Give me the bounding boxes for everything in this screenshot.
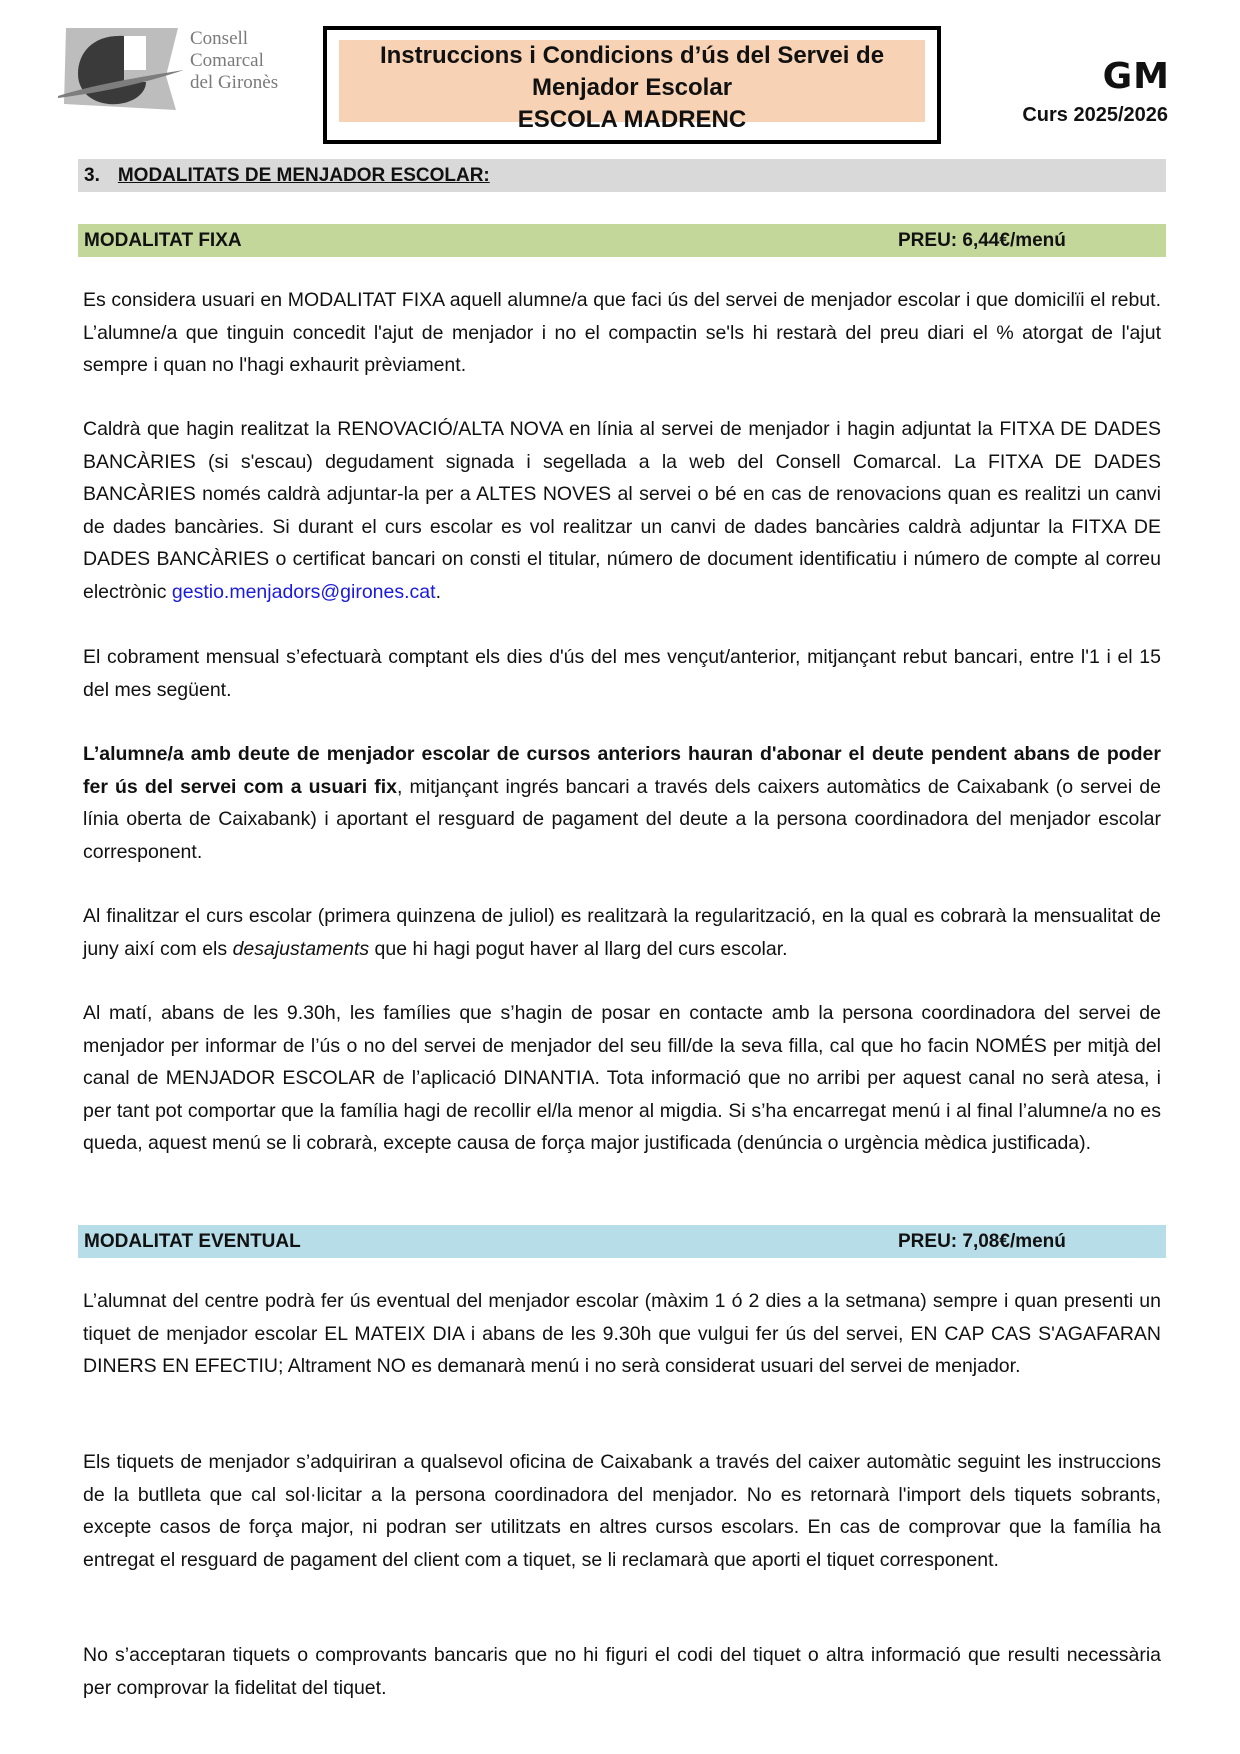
paragraph-text: Al finalitzar el curs escolar (primera quinzena de juliol) es realitzarà la regularització, en la qual es cobrarà la mensualitat de juny així com els — [83, 905, 1161, 960]
title-line: Instruccions i Condicions d’ús del Servei de — [379, 42, 885, 69]
logo-text — [190, 28, 278, 94]
document-code: GM — [1102, 56, 1170, 97]
eventual-paragraph-usage: L’alumnat del centre podrà fer ús eventual del menjador escolar (màxim 1 ó 2 dies a la setmana) sempre i quan presenti un tiquet de menjador escolar EL MATEIX DIA i abans de les 9.30h que vulgui fer ús del servei, EN CAP CAS S'AGAFARAN DINERS EN EFECTIU; Altrament NO es demanarà menú i no serà considerat usuari del servei de menjador. — [83, 1290, 1161, 1377]
logo-emblem-icon — [56, 26, 186, 110]
italic-term: desajustaments — [232, 937, 370, 960]
fixa-paragraph-regularization — [83, 900, 1161, 965]
title-line: ESCOLA MADRENC — [517, 106, 747, 133]
modalitat-eventual-heading — [78, 1225, 1166, 1258]
logo-line: Comarcal — [190, 50, 264, 71]
title-line: Menjador Escolar — [531, 74, 733, 101]
debt-warning: L’alumne/a amb deute de menjador escolar de cursos anteriors hauran d'abonar el deute pendent abans de poder fer ús del servei com a usuari fix — [83, 743, 1161, 798]
section-title: MODALITATS DE MENJADOR ESCOLAR: — [117, 165, 490, 186]
section-number: 3. — [84, 165, 100, 186]
logo-line: del Gironès — [190, 72, 279, 93]
modalitat-eventual-title: MODALITAT EVENTUAL — [84, 1231, 301, 1252]
fixa-paragraph-definition: Es considera usuari en MODALITAT FIXA aquell alumne/a que faci ús del servei de menjador escolar i que domicilïi el rebut. L’alumne/a que tinguin concedit l'ajut de menjador i no el compactin se'ls hi restarà del preu diari el % atorgat de l'ajut sempre i quan no l'hagi exhaurit prèviament. — [83, 289, 1161, 376]
modalitat-fixa-price: PREU: 6,44€/menú — [898, 230, 1066, 251]
fixa-paragraph-contact: Al matí, abans de les 9.30h, les famílies que s’hagin de posar en contacte amb la persona coordinadora del servei de menjador per informar de l’ús o no del servei de menjador del seu fill/de la seva filla, cal que ho facin NOMÉS per mitjà del canal de MENJADOR ESCOLAR de l’aplicació DINANTIA. Tota informació que no arribi per aquest canal no serà atesa, i per tant pot comportar que la família hagi de recollir el/la menor al migdia. Si s’ha encarregat menú i al final l’alumne/a no es queda, aquest menú se li cobrarà, excepte causa de força major justificada (denúncia o urgència mèdica justificada). — [83, 1002, 1161, 1154]
paragraph-text: que hi hagi pogut haver al llarg del curs escolar. — [369, 937, 788, 960]
modalitat-fixa-title: MODALITAT FIXA — [84, 230, 242, 251]
fixa-paragraph-registration — [83, 413, 1161, 608]
modalitat-fixa-heading — [78, 224, 1166, 257]
modalitat-eventual-price: PREU: 7,08€/menú — [898, 1231, 1066, 1252]
paragraph-text: , mitjançant ingrés bancari a través dels caixers automàtics de Caixabank (o servei de línia oberta de Caixabank) i aportant el resguard de pagament del deute a la persona coordinadora del menjador escolar corresponent. — [83, 775, 1161, 863]
fixa-paragraph-debt — [83, 738, 1161, 868]
fixa-paragraph-billing: El cobrament mensual s’efectuarà comptant els dies d'ús del mes vençut/anterior, mitjançant rebut bancari, entre l'1 i el 15 del mes següent. — [83, 646, 1161, 701]
logo-line: Consell — [190, 28, 249, 49]
section-heading — [78, 159, 1166, 192]
paragraph-text: Caldrà que hagin realitzat la RENOVACIÓ/ALTA NOVA en línia al servei de menjador i hagin adjuntat la FITXA DE DADES BANCÀRIES (si s'escau) degudament signada i segellada a la web del Consell Comarcal. La FITXA DE DADES BANCÀRIES només caldrà adjuntar-la per a ALTES NOVES al servei o bé en cas de renovacions quan es realitzi un canvi de dades bancàries. Si durant el curs escolar es vol realitzar un canvi de dades bancàries caldrà adjuntar la FITXA DE DADES BANCÀRIES o certificat bancari on consti el titular, número de document identificatiu i número de compte al correu electrònic — [83, 418, 1161, 603]
paragraph-text: . — [435, 580, 441, 603]
document-title — [339, 40, 925, 133]
email-link[interactable]: gestio.menjadors@girones.cat — [171, 580, 436, 603]
course-year: Curs 2025/2026 — [1022, 104, 1168, 126]
document-title-box — [323, 26, 941, 144]
eventual-paragraph-tickets: Els tiquets de menjador s’adquiriran a qualsevol oficina de Caixabank a través del caixer automàtic seguint les instruccions de la butlleta que cal sol·licitar a la persona coordinadora del menjador. No es retornarà l'import dels tiquets sobrants, excepte casos de força major, ni podran ser utilitzats en altres cursos escolars. En cas de comprovar que la família ha entregat el resguard de pagament del client com a tiquet, se li reclamarà que aporti el tiquet corresponent. — [83, 1451, 1161, 1571]
eventual-paragraph-acceptance: No s’acceptaran tiquets o comprovants bancaris que no hi figuri el codi del tiquet o altra informació que resulti necessària per comprovar la fidelitat del tiquet. — [83, 1644, 1161, 1699]
consell-comarcal-logo — [56, 26, 296, 110]
